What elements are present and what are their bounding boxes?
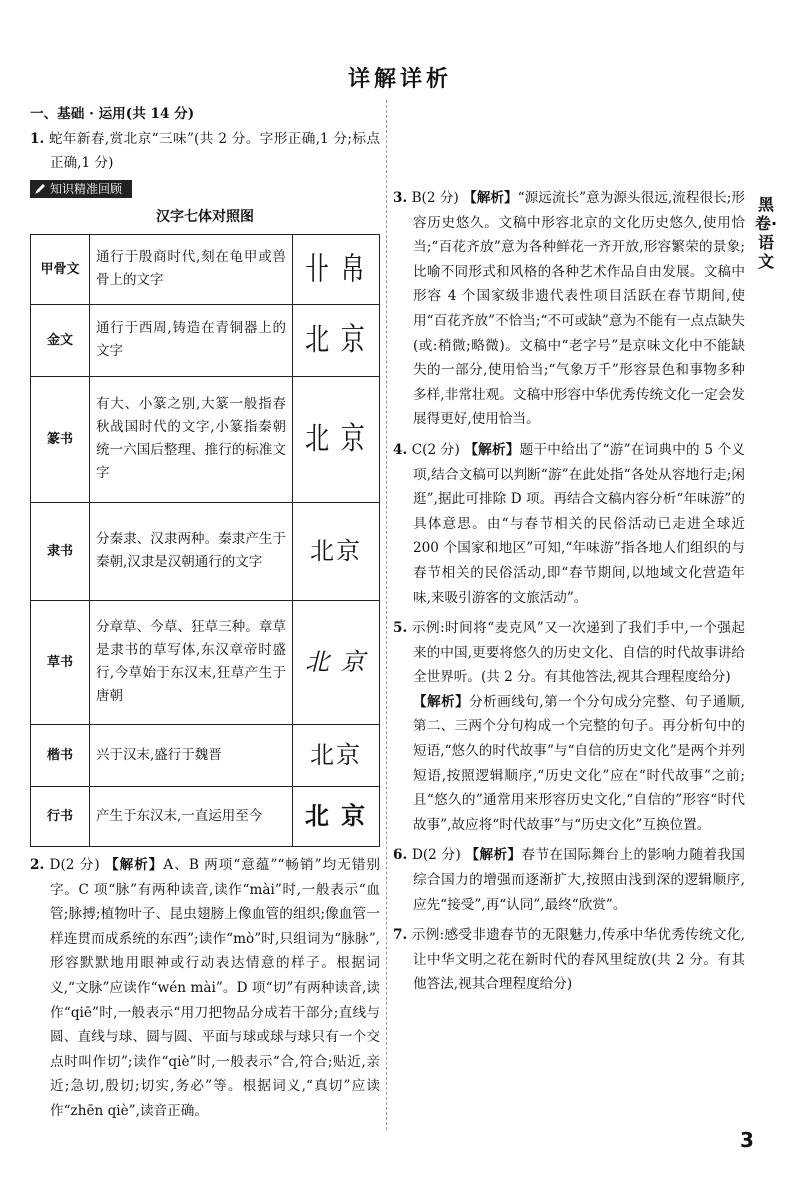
side-tab: 黑卷·语文 xyxy=(754,195,778,271)
script-description: 有大、小篆之别,大篆一般指春秋战国时代的文字,小篆指秦朝统一六国后整理、推行的标准文字 xyxy=(90,376,293,502)
question-5 xyxy=(393,616,745,690)
script-name: 篆书 xyxy=(31,376,90,502)
bronze-glyph: 北 京 xyxy=(305,321,367,359)
table-caption: 汉字七体对照图 xyxy=(156,209,254,226)
pencil-icon xyxy=(34,183,46,195)
script-description: 分秦隶、汉隶两种。秦隶产生于秦朝,汉隶是汉朝通行的文字 xyxy=(90,502,293,600)
column-divider xyxy=(386,100,387,1130)
script-name: 甲骨文 xyxy=(31,234,90,304)
table-row xyxy=(31,724,380,786)
question-5-analysis xyxy=(393,690,745,838)
cursive-glyph: 北 京 xyxy=(305,647,367,676)
answer-example: 示例:感受非遗春节的无限魅力,传承中华优秀传统文化,让中华文明之花在新时代的春风里绽放(共 2 分。有其他答法,视其合理程度给分) xyxy=(411,927,745,993)
clerical-glyph: 北京 xyxy=(310,536,362,565)
question-number: 4. xyxy=(393,441,408,458)
analysis-tag: 【解析】 xyxy=(464,441,520,458)
table-row xyxy=(31,786,380,846)
question-7 xyxy=(393,923,745,997)
analysis-tag: 【解析】 xyxy=(104,856,164,873)
analysis-text: 分析画线句,第一个分句成分完整、句子通顺,第二、三两个分句构成一个完整的句子。再分析句中的短语,“悠久的时代故事”与“自信的历史文化”是两个并列短语,按照逻辑顺序,“历史文化”应在“时代故事”之前;且“悠久的”通常用来形容历史文化,“自信的”形容“时代故事”,故应将“时代故事”与“历史文化”互换位置。 xyxy=(413,693,745,833)
answer: C(2 分) xyxy=(411,441,460,458)
question-text: 蛇年新春,赏北京“三味”(共 2 分。字形正确,1 分;标点正确,1 分) xyxy=(48,130,380,172)
question-number: 3. xyxy=(393,190,408,206)
analysis-text: A、B 两项“意蕴”“畅销”均无错别字。C 项“脉”有两种读音,读作“mài”时,一般表示“血管;脉搏;植物叶子、昆虫翅膀上像血管的组织;像血管一样连贯而成系统的东西”;读作“mò”时,只组词为“脉脉”,形容默默地用眼神或行动表达情意的样子。根据词义,“文脉”应读作“wén mài”。D 项“切”有两种读音,读作“qiē”时,一般表示“用刀把物品分成若干部分;直线与圆、直线与球、圆与圆、平面与球或球与球只有一个交点时叫作切”;读作“qiè”时,一般表示“合,符合;贴近,亲近;急切,殷切;切实,务必”等。根据词义,“真切”应读作“zhēn qiè”,读音正确。 xyxy=(50,856,381,1119)
left-column xyxy=(30,102,380,1124)
knowledge-review-badge xyxy=(30,180,132,198)
script-description: 通行于西周,铸造在青铜器上的文字 xyxy=(90,304,293,376)
table-row xyxy=(31,600,380,724)
script-description: 分章草、今草、狂草三种。章草是隶书的草写体,东汉章帝时盛行,今草始于东汉末,狂草产生于唐朝 xyxy=(90,600,293,724)
script-glyph xyxy=(293,786,380,846)
question-number: 2. xyxy=(30,856,45,873)
script-description: 兴于汉末,盛行于魏晋 xyxy=(90,724,293,786)
script-name: 行书 xyxy=(31,786,90,846)
table-row xyxy=(31,376,380,502)
script-comparison-table xyxy=(30,234,380,847)
question-number: 7. xyxy=(393,927,408,944)
question-number: 1. xyxy=(30,130,45,147)
script-glyph xyxy=(293,502,380,600)
answer: B(2 分) xyxy=(411,190,459,206)
right-column xyxy=(393,102,745,997)
question-2 xyxy=(30,853,380,1124)
script-glyph xyxy=(293,600,380,724)
answer: D(2 分) xyxy=(411,847,461,864)
question-number: 6. xyxy=(393,847,408,864)
script-glyph xyxy=(293,304,380,376)
question-number: 5. xyxy=(393,620,408,637)
script-description: 通行于殷商时代,刻在龟甲或兽骨上的文字 xyxy=(90,234,293,304)
question-1 xyxy=(30,127,380,176)
regular-glyph: 北京 xyxy=(310,740,362,769)
badge-label: 知识精准回顾 xyxy=(50,181,123,196)
table-row xyxy=(31,304,380,376)
analysis-tag: 【解析】 xyxy=(465,847,522,864)
script-description: 产生于东汉末,一直运用至今 xyxy=(90,786,293,846)
oracle-glyph: 卝 帛 xyxy=(305,250,367,288)
script-name: 金文 xyxy=(31,304,90,376)
section-heading: 一、基础 · 运用(共 14 分) xyxy=(30,106,195,122)
analysis-tag: 【解析】 xyxy=(413,693,470,710)
analysis-tag: 【解析】 xyxy=(463,190,518,206)
script-glyph xyxy=(293,724,380,786)
question-3 xyxy=(393,186,745,432)
analysis-text: 春节在国际舞台上的影响力随着我国综合国力的增强而逐渐扩大,按照由浅到深的逻辑顺序,应先“接受”,再“认同”,最终“欣赏”。 xyxy=(413,847,746,913)
page-number: 3 xyxy=(740,1128,754,1152)
script-name: 草书 xyxy=(31,600,90,724)
analysis-text: “源远流长”意为源头很远,流程很长;形容历史悠久。文稿中形容北京的文化历史悠久,使用恰当;“百花齐放”意为各种鲜花一齐开放,形容繁荣的景象;比喻不同形式和风格的各种艺术作品自由发展。文稿中形容 4 个国家级非遗代表性项目活跃在春节期间,使用“百花齐放”不恰当;“不可或缺”意为不能有一点点缺失(或:稍微;略微)。文稿中“老字号”是京味文化中不能缺失的一部分,使用恰当;“气象万千”形容景色和事物多种多样,非常壮观。文稿中形容中华优秀传统文化一定会发展得更好,使用恰当。 xyxy=(413,190,745,428)
question-4 xyxy=(393,438,745,610)
seal-glyph: 北 京 xyxy=(305,420,367,458)
script-name: 隶书 xyxy=(31,502,90,600)
answer-example: 示例:时间将“麦克风”又一次递到了我们手中,一个强起来的中国,更要将悠久的历史文化、自信的时代故事讲给全世界听。(共 2 分。有其他答法,视其合理程度给分) xyxy=(411,620,745,686)
answer: D(2 分) xyxy=(49,856,100,873)
script-name: 楷书 xyxy=(31,724,90,786)
analysis-text: 题干中给出了“游”在词典中的 5 个义项,结合文稿可以判断“游”在此处指“各处从容地行走;闲逛”,据此可排除 D 项。再结合文稿内容分析“年味游”的具体意思。由“与春节相关的民俗活动已走进全球近 200 个国家和地区”可知,“年味游”指各地人们组织的与春节相关的民俗活动,即“春节期间,以地域文化营造年味,来吸引游客的文旅活动”。 xyxy=(413,441,746,606)
page-title: 详解详析 xyxy=(347,66,452,92)
table-row xyxy=(31,502,380,600)
running-glyph: 北 京 xyxy=(304,801,368,830)
script-glyph xyxy=(293,234,380,304)
table-row xyxy=(31,234,380,304)
question-6 xyxy=(393,843,745,917)
script-glyph xyxy=(293,376,380,502)
